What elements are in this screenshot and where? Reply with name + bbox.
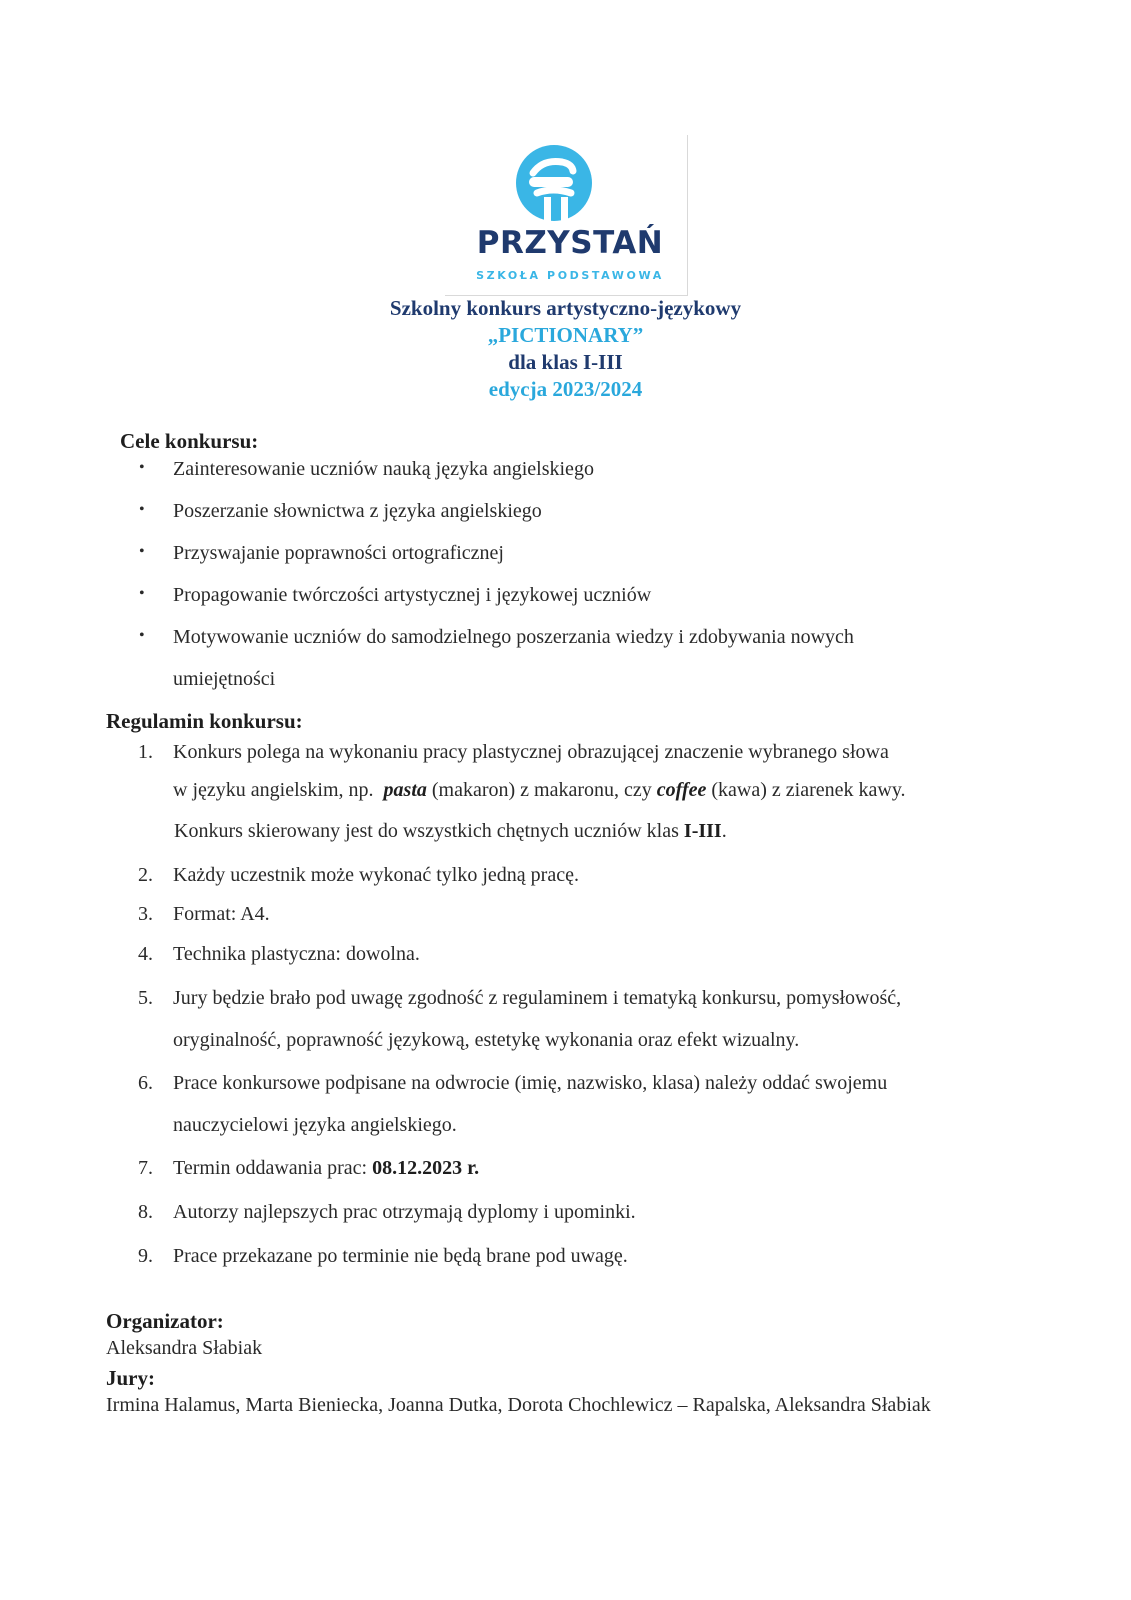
rule-text: Termin oddawania prac:	[173, 1157, 368, 1179]
period: .	[721, 820, 727, 842]
goal-item-continuation: umiejętności	[173, 668, 276, 690]
harbor-logo-icon	[441, 135, 689, 227]
rule-text-line	[174, 820, 727, 843]
rule-text: (kawa) z ziarenek kawy.	[711, 779, 906, 801]
rule-text: w języku angielskim, np.	[173, 779, 374, 801]
rule-number: 3.	[138, 903, 153, 925]
contest-type-title: Szkolny konkurs artystyczno-językowy	[389, 296, 742, 320]
bullet-icon: •	[139, 627, 145, 644]
bullet-icon: •	[139, 585, 145, 602]
goal-item: Poszerzanie słownictwa z języka angielskiego	[173, 500, 542, 522]
rules-heading: Regulamin konkursu:	[106, 709, 303, 733]
deadline-date: 08.12.2023 r.	[372, 1157, 480, 1179]
classes-emphasis: I-III	[683, 820, 722, 842]
rule-text: Każdy uczestnik może wykonać tylko jedną pracę.	[173, 864, 579, 886]
bullet-icon: •	[139, 459, 145, 476]
logo-subtitle: SZKOŁA PODSTAWOWA	[476, 269, 664, 282]
goal-item: Zainteresowanie uczniów nauką języka angielskiego	[173, 458, 594, 480]
target-classes-title: dla klas I-III	[508, 350, 623, 374]
rule-text-line	[173, 779, 906, 802]
rule-number: 7.	[138, 1157, 153, 1179]
rule-text: Autorzy najlepszych prac otrzymają dyplomy i upominki.	[173, 1201, 636, 1223]
jury-label: Jury:	[106, 1366, 155, 1390]
rule-number: 6.	[138, 1072, 153, 1094]
contest-name-title: „PICTIONARY”	[487, 323, 644, 347]
rule-text: (makaron) z makaronu, czy	[431, 779, 652, 801]
bullet-icon: •	[139, 543, 145, 560]
logo-wordmark: PRZYSTAŃ	[476, 225, 664, 261]
rule-text: Konkurs polega na wykonaniu pracy plastycznej obrazującej znaczenie wybranego słowa	[173, 741, 889, 763]
rule-text-line	[173, 1157, 479, 1180]
rule-number: 5.	[138, 987, 153, 1009]
rule-text: Technika plastyczna: dowolna.	[173, 943, 420, 965]
edition-title: edycja 2023/2024	[488, 377, 643, 401]
goal-item: Propagowanie twórczości artystycznej i językowej uczniów	[173, 584, 652, 606]
goals-heading: Cele konkursu:	[120, 429, 259, 453]
goal-item: Przyswajanie poprawności ortograficznej	[173, 542, 504, 564]
bullet-icon: •	[139, 501, 145, 518]
rule-text: oryginalność, poprawność językową, estetykę wykonania oraz efekt wizualny.	[173, 1029, 800, 1051]
example-word-pasta: pasta	[383, 779, 427, 801]
rule-number: 1.	[138, 741, 153, 763]
organizer-name: Aleksandra Słabiak	[106, 1337, 263, 1359]
rule-text: nauczycielowi języka angielskiego.	[173, 1114, 457, 1136]
example-word-coffee: coffee	[656, 779, 707, 801]
rule-number: 8.	[138, 1201, 153, 1223]
rule-text: Format: A4.	[173, 903, 270, 925]
organizer-label: Organizator:	[106, 1309, 224, 1333]
rule-text: Jury będzie brało pod uwagę zgodność z regulaminem i tematyką konkursu, pomysłowość,	[173, 987, 902, 1009]
rule-number: 9.	[138, 1245, 153, 1267]
rule-text: Konkurs skierowany jest do wszystkich chętnych uczniów klas	[174, 820, 679, 842]
jury-names: Irmina Halamus, Marta Bieniecka, Joanna Dutka, Dorota Chochlewicz – Rapalska, Aleksandra Słabiak	[106, 1394, 931, 1416]
rule-number: 2.	[138, 864, 153, 886]
school-logo	[441, 135, 689, 297]
goal-item: Motywowanie uczniów do samodzielnego poszerzania wiedzy i zdobywania nowych	[173, 626, 854, 648]
rule-number: 4.	[138, 943, 153, 965]
rule-text: Prace konkursowe podpisane na odwrocie (imię, nazwisko, klasa) należy oddać swojemu	[173, 1072, 888, 1094]
rule-text: Prace przekazane po terminie nie będą brane pod uwagę.	[173, 1245, 628, 1267]
